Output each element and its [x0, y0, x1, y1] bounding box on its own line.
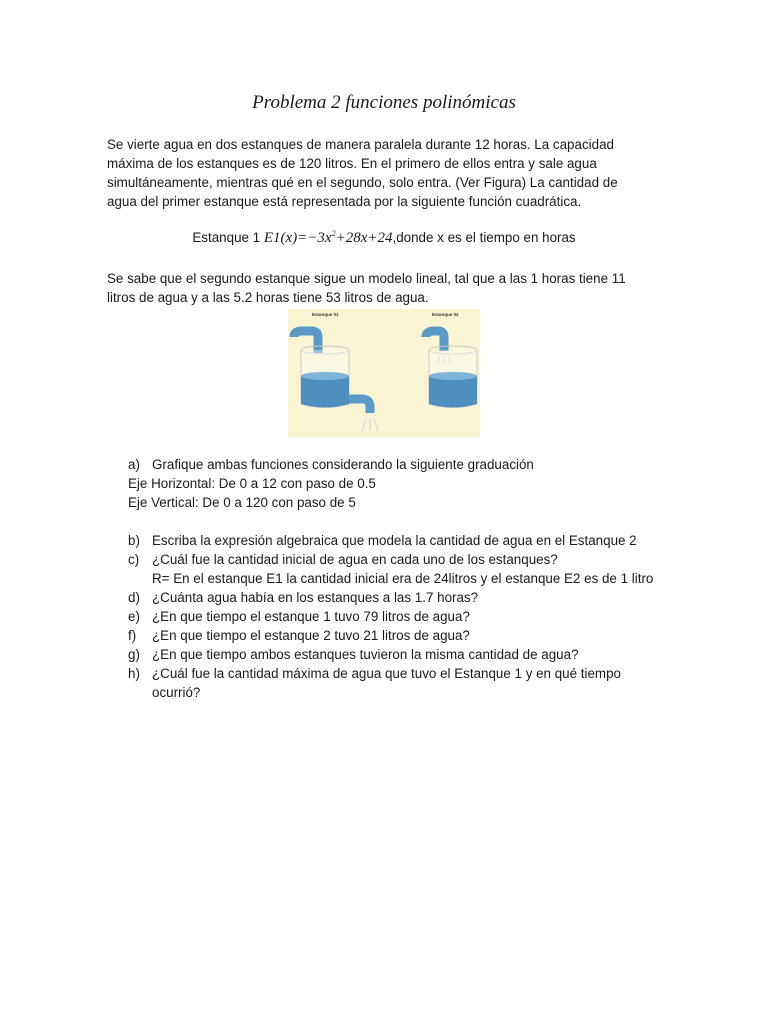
question-text: ocurrió?: [152, 685, 201, 700]
axis-lines: [128, 474, 688, 512]
equation-exponent: 2: [331, 229, 336, 238]
page-title: Problema 2 funciones polinómicas: [252, 92, 516, 113]
tank2-water-surface: [429, 372, 477, 380]
equation-suffix: ,donde x es el tiempo en horas: [392, 230, 576, 245]
tank2-label: Estanque 02: [432, 312, 459, 317]
question-text: ¿En que tiempo el estanque 1 tuvo 79 litros de agua?: [152, 609, 470, 624]
question-text: ¿En que tiempo el estanque 2 tuvo 21 litros de agua?: [152, 628, 470, 643]
question-item: [128, 550, 688, 569]
intro-line: Se vierte agua en dos estanques de manera paralela durante 12 horas. La capacidad: [107, 137, 614, 152]
equation-math: [264, 230, 393, 246]
answer-text: R= En el estanque E1 la cantidad inicial era de 24litros y el estanque E2 es de 1 litro: [152, 571, 654, 586]
tanks-figure: [288, 309, 480, 437]
tank1-inlet-pipe: [294, 331, 318, 353]
question-item: [128, 664, 688, 683]
question-mark: f): [128, 628, 137, 643]
equation-rhs: +28x+24: [335, 230, 393, 246]
question-mark: c): [128, 552, 140, 567]
tank1-label: Estanque 01: [312, 312, 339, 317]
question-mark: a): [128, 457, 140, 472]
tank2-water: [429, 376, 477, 408]
equation-lhs: E1(x)=−3x: [263, 230, 332, 246]
question-continuation: [128, 683, 688, 702]
question-item: [128, 607, 688, 626]
questions-list: [128, 455, 688, 474]
axis-line: Eje Horizontal: De 0 a 12 con paso de 0.5: [128, 476, 376, 491]
question-mark: d): [128, 590, 140, 605]
question-item: [128, 626, 688, 645]
axis-line: Eje Vertical: De 0 a 120 con paso de 5: [128, 495, 356, 510]
question-text: ¿Cuánta agua había en los estanques a las 1.7 horas?: [152, 590, 479, 605]
linear-line: litros de agua y a las 5.2 horas tiene 53 litros de agua.: [107, 290, 429, 305]
question-mark: h): [128, 666, 140, 681]
tank1-outflow-spray: [362, 419, 378, 431]
question-text: Escriba la expresión algebraica que modela la cantidad de agua en el Estanque 2: [152, 533, 637, 548]
linear-paragraph: [107, 269, 667, 307]
question-text: Grafique ambas funciones considerando la siguiente graduación: [152, 457, 534, 472]
tanks-illustration: [288, 309, 480, 437]
equation-prefix: Estanque 1: [192, 230, 261, 245]
answer-line: [128, 569, 688, 588]
tank1-water: [301, 376, 349, 408]
intro-paragraph: [107, 135, 667, 211]
question-mark: b): [128, 533, 140, 548]
question-item: [128, 588, 688, 607]
question-mark: g): [128, 647, 140, 662]
question-text: ¿Cuál fue la cantidad máxima de agua que tuvo el Estanque 1 y en qué tiempo: [152, 666, 621, 681]
equation-line: [0, 229, 768, 247]
intro-line: simultáneamente, mientras qué en el segundo, solo entra. (Ver Figura) La cantidad de: [107, 175, 618, 190]
question-text: ¿En que tiempo ambos estanques tuvieron la misma cantidad de agua?: [152, 647, 579, 662]
tank2-inlet-pipe: [426, 331, 444, 351]
intro-line: agua del primer estanque está representada por la siguiente función cuadrática.: [107, 194, 582, 209]
question-item: [128, 455, 688, 474]
tank1: [294, 331, 378, 431]
tank1-outlet-pipe: [349, 399, 370, 413]
tank1-water-surface: [301, 372, 349, 380]
questions-list-2: [128, 531, 688, 702]
question-mark: e): [128, 609, 140, 624]
question-item: [128, 531, 688, 550]
question-text: ¿Cuál fue la cantidad inicial de agua en cada uno de los estanques?: [152, 552, 558, 567]
question-item: [128, 645, 688, 664]
tank2: [426, 331, 477, 408]
intro-line: máxima de los estanques es de 120 litros. En el primero de ellos entra y sale agua: [107, 156, 597, 171]
linear-line: Se sabe que el segundo estanque sigue un modelo lineal, tal que a las 1 horas tiene 11: [107, 271, 626, 286]
